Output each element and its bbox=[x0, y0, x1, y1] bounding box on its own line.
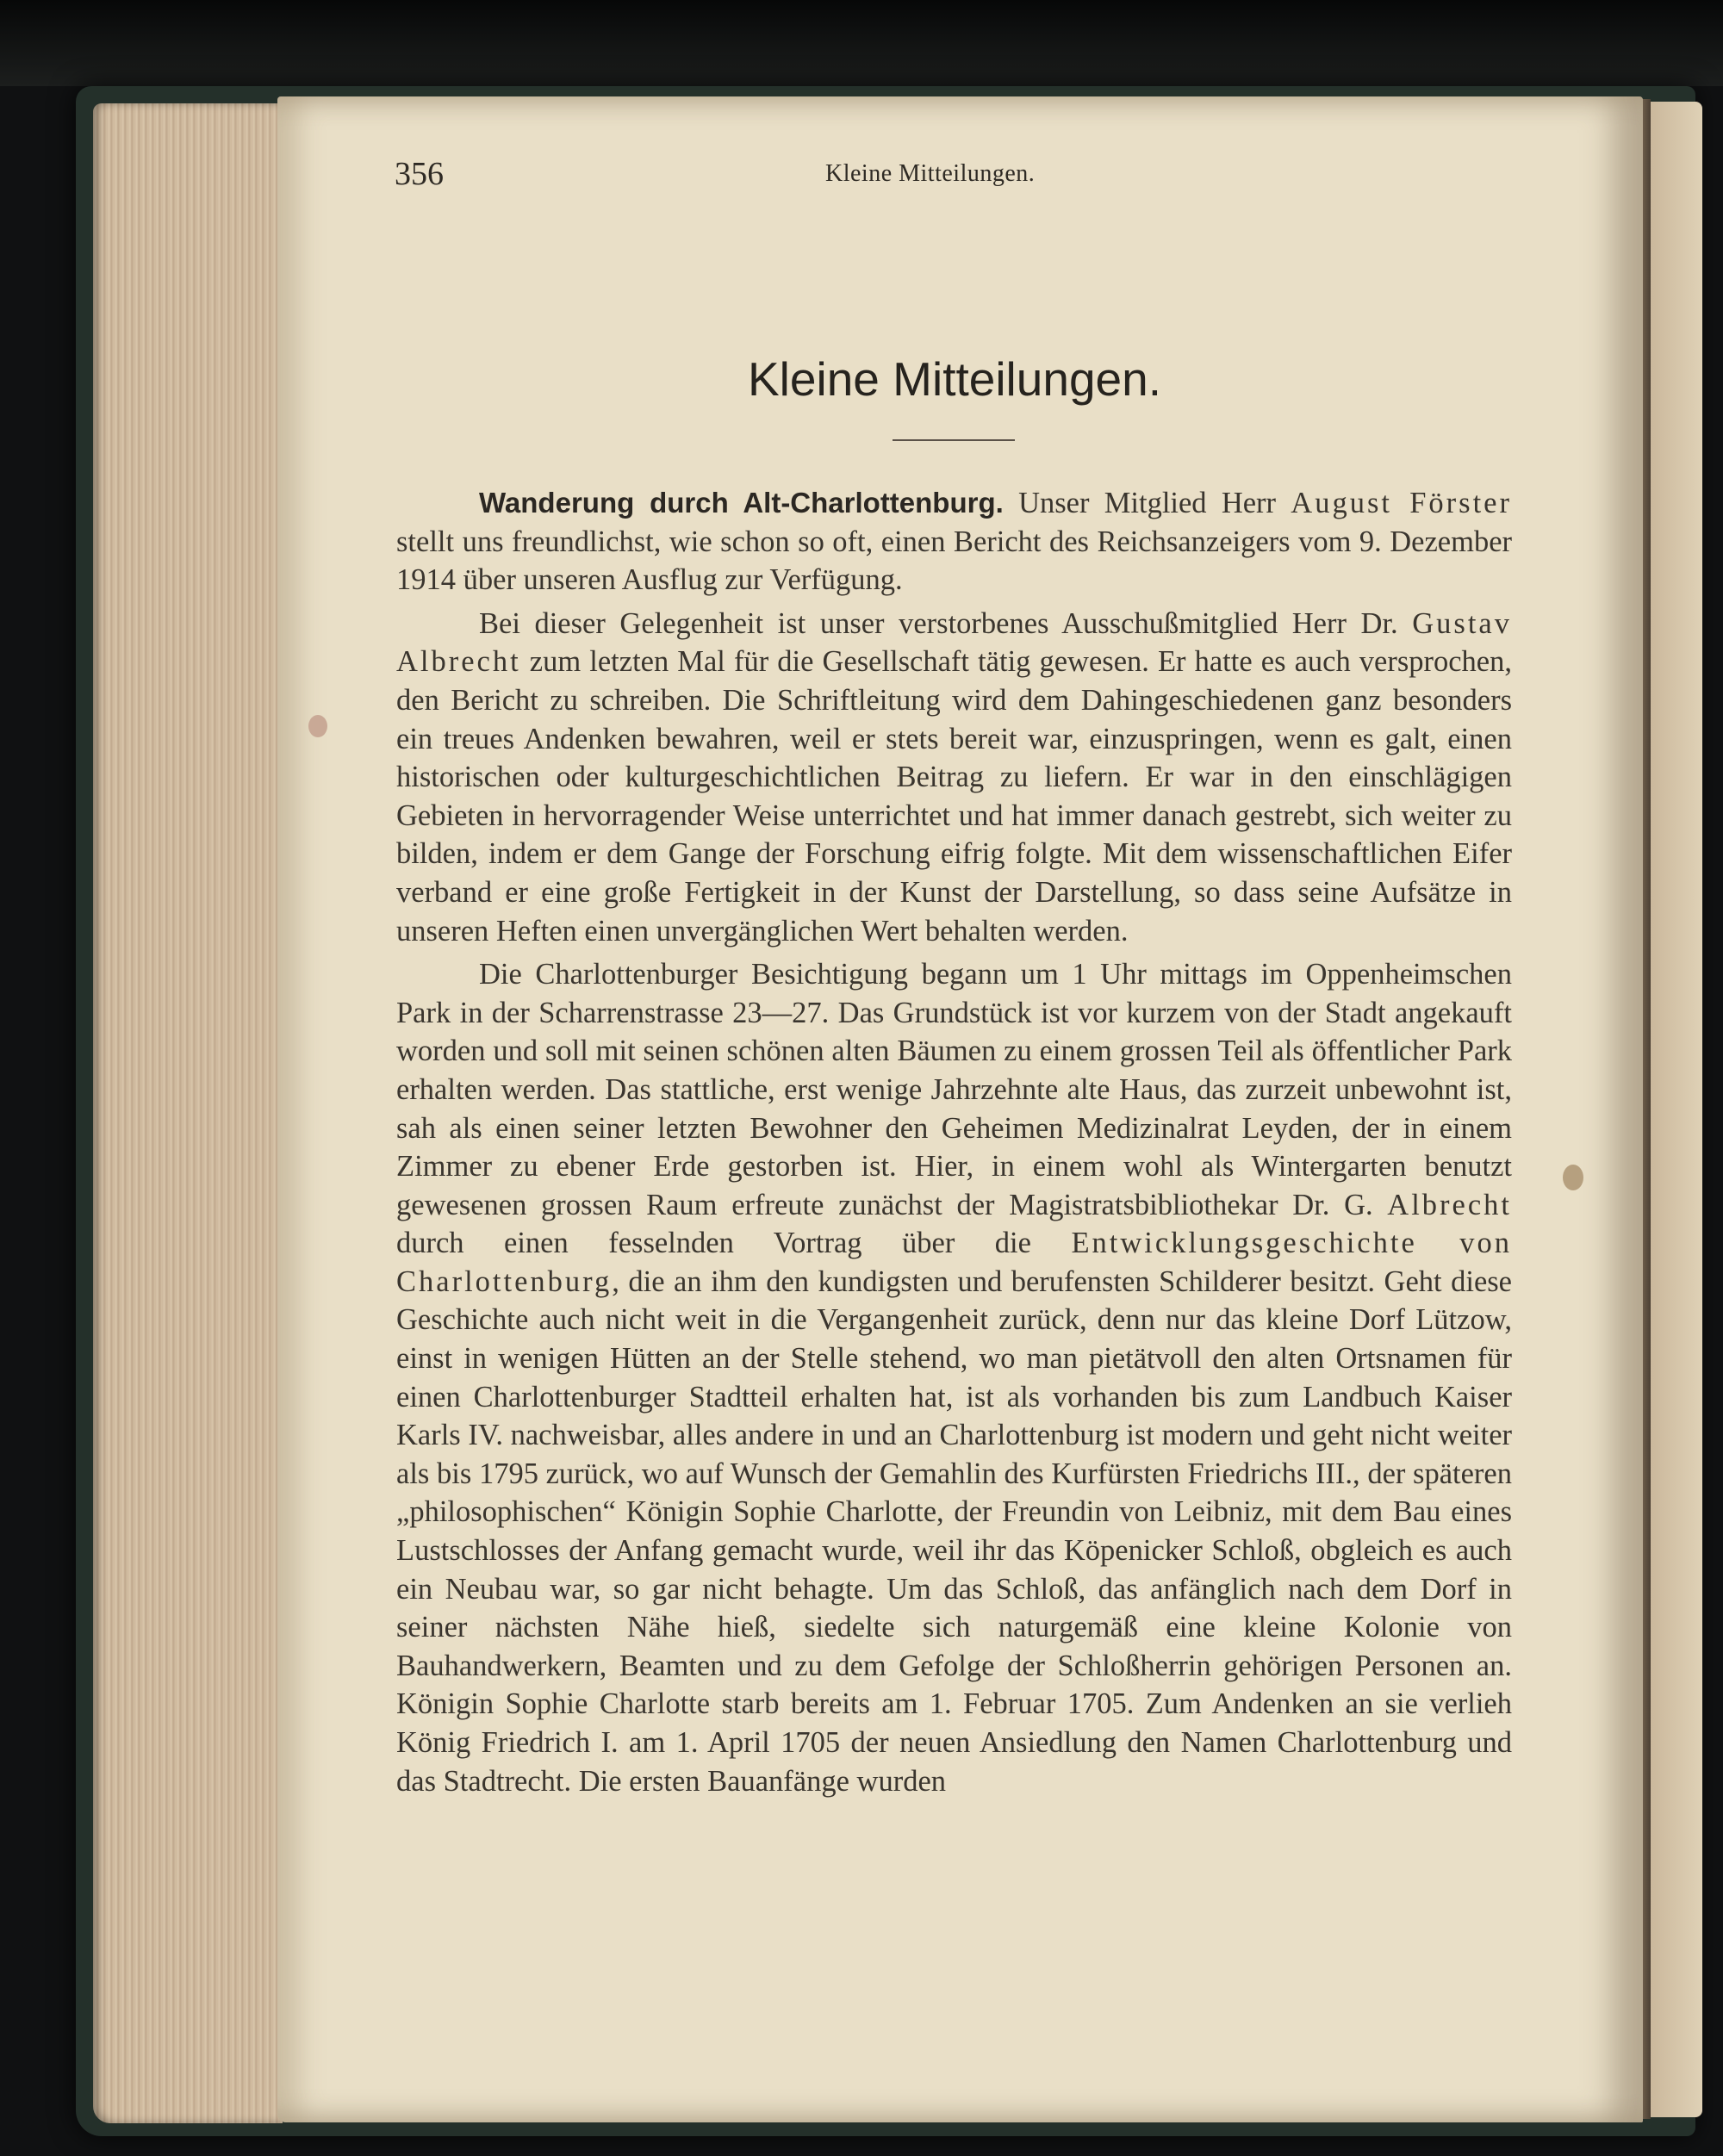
paragraph bbox=[396, 605, 1512, 950]
page-header bbox=[395, 155, 1515, 198]
paragraph-text: zum letzten Mal für die Gesellschaft tätig gewesen. Er hatte es auch versprochen, den Bericht zu schreiben. Die Schriftleitung wird dem Dahingeschiedenen ganz besonders ein treues Andenken bewahren, weil er stets bereit war, einzuspringen, wenn es galt, einen historischen oder kulturgeschichtlichen Beitrag zu liefern. Er war in den einschlägigen Gebieten in hervorragender Weise unterrichtet und hat immer danach gestrebt, sich weiter zu bilden, indem er dem Gange der Forschung eifrig folgte. Mit dem wissenschaftlichen Eifer verband er eine große Fertigkeit in der Kunst der Darstellung, so dass seine Aufsätze in unseren Heften einen unvergänglichen Wert behalten werden. bbox=[396, 645, 1512, 948]
paragraph-text: Unser Mitglied Herr bbox=[1003, 487, 1291, 519]
paper-stain bbox=[308, 715, 327, 737]
person-name: August Förster bbox=[1291, 487, 1512, 519]
paper-stain bbox=[1563, 1165, 1583, 1190]
paragraph-text: , die an ihm den kundigsten und berufensten Schilderer besitzt. Geht diese Geschichte auch nicht weit in die Vergangenheit zurück, denn nur das kleine Dorf Lützow, einst in wenigen Hütten an der Stelle stehend, wo man pietätvoll den alten Ortsnamen für einen Charlottenburger Stadtteil erhalten hat, ist als vorhanden bis zum Landbuch Kaiser Karls IV. nachweisbar, alles andere in und an Charlottenburg ist modern und geht nicht weiter als bis 1795 zurück, wo auf Wunsch der Gemahlin des Kurfürsten Friedrichs III., der späteren „philosophischen“ Königin Sophie Charlotte, der Freundin von Leibniz, mit dem Bau eines Lustschlosses der Anfang gemacht wurde, weil ihr das Köpenicker Schloß, obgleich es auch ein Neubau war, so gar nicht behagte. Um das Schloß, das anfänglich nach dem Dorf in seiner nächsten Nähe hieß, siedelte sich naturgemäß eine kleine Kolonie von Bauhandwerkern, Beamten und zu dem Gefolge der Schloßherrin gehörigen Personen an. Königin Sophie Charlotte starb bereits am 1. Februar 1705. Zum Andenken an sie verlieh König Friedrich I. am 1. April 1705 der neuen Ansiedlung den Namen Charlottenburg und das Stadtrecht. Die ersten Bauanfänge wurden bbox=[396, 1264, 1512, 1798]
paragraph-text: durch einen fesselnden Vortrag über die bbox=[396, 1227, 1072, 1260]
background-top bbox=[0, 0, 1723, 86]
paragraph bbox=[396, 484, 1512, 600]
body-text bbox=[396, 484, 1512, 1805]
title-rule bbox=[893, 439, 1015, 441]
section-title: Kleine Mitteilungen. bbox=[747, 352, 1161, 406]
page-number: 356 bbox=[395, 156, 444, 192]
emphasized-title: Entwicklungsgeschichte von Charlottenburg bbox=[396, 1227, 1512, 1298]
person-name: Albrecht bbox=[1387, 1188, 1512, 1221]
person-name: Gustav Albrecht bbox=[396, 606, 1512, 679]
running-head: Kleine Mitteilungen. bbox=[825, 160, 1036, 187]
paragraph-text: stellt uns freundlichst, wie schon so oft, einen Bericht des Reichsanzeigers vom 9. Dezember 1914 über unseren Ausflug zur Verfügung. bbox=[396, 525, 1512, 597]
paragraph-lead: Wanderung durch Alt-Charlottenburg. bbox=[479, 487, 1004, 519]
facing-page-edge bbox=[1651, 102, 1702, 2117]
paragraph-text: Bei dieser Gelegenheit ist unser verstorbenes Ausschußmitglied Herr Dr. bbox=[479, 606, 1413, 640]
paragraph bbox=[396, 955, 1512, 1800]
paragraph-text: Die Charlottenburger Besichtigung begann um 1 Uhr mittags im Oppenheimschen Park in der Scharrenstrasse 23—27. Das Grundstück ist vor kurzem von der Stadt angekauft worden und soll mit seinen schönen alten Bäumen zu einem grossen Teil als öffentlicher Park erhalten werden. Das stattliche, erst wenige Jahrzehnte alte Haus, das zurzeit unbewohnt ist, sah als einen seiner letzten Bewohner den Geheimen Medizinalrat Leyden, der in einem Zimmer zu ebener Erde gestorben ist. Hier, in einem wohl als Wintergarten benutzt gewesenen grossen Raum erfreute zunächst der Magistratsbibliothekar Dr. G. bbox=[396, 958, 1512, 1221]
page-edges bbox=[93, 103, 283, 2123]
